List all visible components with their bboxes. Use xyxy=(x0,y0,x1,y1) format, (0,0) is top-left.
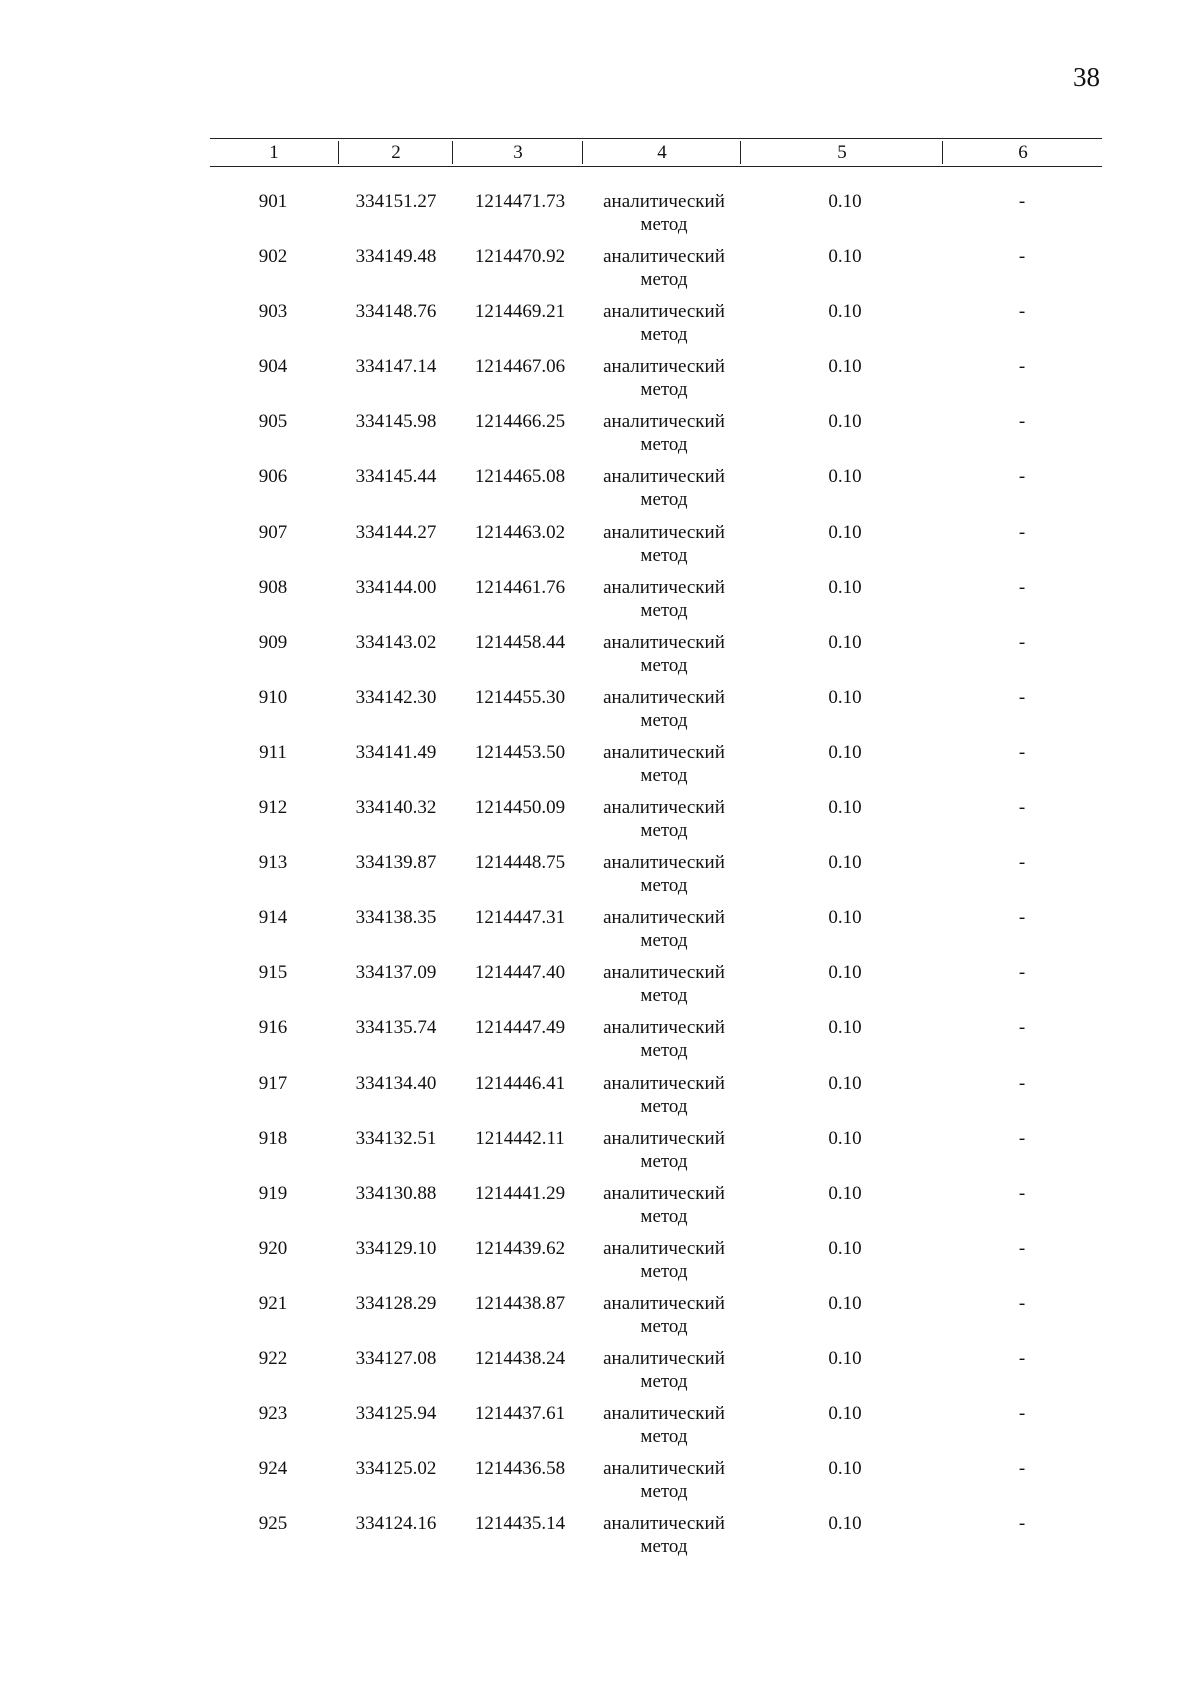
point-number: 901 xyxy=(258,191,288,212)
method-line-2: метод xyxy=(640,489,688,511)
table-row xyxy=(0,1512,1200,1567)
coord-y: 1214442.11 xyxy=(475,1127,565,1149)
method-line-1: аналитический xyxy=(603,686,725,708)
method-line-1: аналитический xyxy=(603,1292,725,1314)
header-col-2: 2 xyxy=(391,142,401,163)
method-cell xyxy=(588,1402,740,1448)
method-line-1: аналитический xyxy=(603,191,725,212)
method-line-2: метод xyxy=(640,1426,688,1448)
method-line-2: метод xyxy=(640,1536,688,1558)
coord-y: 1214447.31 xyxy=(474,907,566,929)
accuracy-value: 0.10 xyxy=(828,191,862,212)
accuracy-value: 0.10 xyxy=(828,356,862,378)
coord-x: 334125.94 xyxy=(355,1403,437,1425)
note-dash: - xyxy=(1018,852,1026,874)
point-number: 918 xyxy=(258,1127,288,1149)
method-line-1: аналитический xyxy=(603,1182,725,1204)
accuracy-value: 0.10 xyxy=(828,797,862,819)
method-line-1: аналитический xyxy=(603,1458,725,1480)
point-number: 906 xyxy=(258,466,288,488)
point-number: 925 xyxy=(258,1513,288,1535)
note-dash: - xyxy=(1018,1127,1026,1149)
coord-y: 1214448.75 xyxy=(474,852,566,874)
coord-y: 1214461.76 xyxy=(474,576,566,598)
coord-y: 1214441.29 xyxy=(474,1182,566,1204)
header-col-3: 3 xyxy=(513,142,523,163)
table-row xyxy=(0,190,1200,245)
method-cell xyxy=(588,631,740,677)
accuracy-value: 0.10 xyxy=(828,411,862,433)
accuracy-value: 0.10 xyxy=(828,1072,862,1094)
table-row xyxy=(0,631,1200,686)
coord-y: 1214465.08 xyxy=(474,466,566,488)
table-row xyxy=(0,355,1200,410)
coord-x: 334145.98 xyxy=(355,411,437,433)
note-dash: - xyxy=(1018,301,1026,323)
coord-x: 334139.87 xyxy=(355,852,437,874)
coord-x: 334143.02 xyxy=(355,631,437,653)
coord-x: 334128.29 xyxy=(355,1292,437,1314)
table-row xyxy=(0,1072,1200,1127)
table-header xyxy=(210,138,1102,167)
point-number: 907 xyxy=(258,521,288,543)
point-number: 923 xyxy=(258,1403,288,1425)
point-number: 922 xyxy=(258,1347,288,1369)
note-dash: - xyxy=(1018,686,1026,708)
method-cell xyxy=(588,521,740,567)
coord-x: 334130.88 xyxy=(355,1182,437,1204)
method-cell xyxy=(588,1457,740,1503)
method-line-1: аналитический xyxy=(603,411,725,433)
note-dash: - xyxy=(1018,411,1026,433)
method-line-1: аналитический xyxy=(603,1347,725,1369)
note-dash: - xyxy=(1018,1403,1026,1425)
table-row xyxy=(0,1237,1200,1292)
accuracy-value: 0.10 xyxy=(828,1237,862,1259)
method-line-1: аналитический xyxy=(603,1127,725,1149)
method-cell xyxy=(588,245,740,291)
method-cell xyxy=(588,906,740,952)
point-number: 916 xyxy=(258,1017,288,1039)
coord-y: 1214470.92 xyxy=(474,246,566,268)
table-row xyxy=(0,961,1200,1016)
method-cell xyxy=(588,190,740,236)
table-body xyxy=(0,190,1200,1567)
method-line-1: аналитический xyxy=(603,1237,725,1259)
table-row xyxy=(0,906,1200,961)
accuracy-value: 0.10 xyxy=(828,521,862,543)
accuracy-value: 0.10 xyxy=(828,1127,862,1149)
method-line-1: аналитический xyxy=(603,466,725,488)
method-line-2: метод xyxy=(640,709,688,731)
header-col-6: 6 xyxy=(1018,142,1028,163)
method-line-2: метод xyxy=(640,1315,688,1337)
point-number: 917 xyxy=(258,1072,288,1094)
point-number: 904 xyxy=(258,356,288,378)
method-line-2: метод xyxy=(640,930,688,952)
method-line-1: аналитический xyxy=(603,1072,725,1094)
note-dash: - xyxy=(1018,246,1026,268)
table-row xyxy=(0,851,1200,906)
accuracy-value: 0.10 xyxy=(828,1017,862,1039)
method-cell xyxy=(588,1072,740,1118)
note-dash: - xyxy=(1018,191,1026,212)
coord-x: 334137.09 xyxy=(355,962,437,984)
method-line-2: метод xyxy=(640,324,688,346)
method-line-2: метод xyxy=(640,434,688,456)
accuracy-value: 0.10 xyxy=(828,962,862,984)
header-col-5: 5 xyxy=(837,142,847,163)
method-line-1: аналитический xyxy=(603,246,725,268)
method-cell xyxy=(588,741,740,787)
method-line-2: метод xyxy=(640,269,688,291)
point-number: 919 xyxy=(258,1182,288,1204)
accuracy-value: 0.10 xyxy=(828,686,862,708)
method-line-1: аналитический xyxy=(603,741,725,763)
method-line-1: аналитический xyxy=(603,356,725,378)
method-line-1: аналитический xyxy=(603,521,725,543)
accuracy-value: 0.10 xyxy=(828,1182,862,1204)
point-number: 920 xyxy=(258,1237,288,1259)
table-row xyxy=(0,576,1200,631)
note-dash: - xyxy=(1018,631,1026,653)
accuracy-value: 0.10 xyxy=(828,246,862,268)
method-cell xyxy=(588,961,740,1007)
method-cell xyxy=(588,1347,740,1393)
point-number: 902 xyxy=(258,246,288,268)
point-number: 909 xyxy=(258,631,288,653)
coord-x: 334140.32 xyxy=(355,797,437,819)
coord-x: 334135.74 xyxy=(355,1017,437,1039)
method-line-2: метод xyxy=(640,654,688,676)
coord-x: 334144.00 xyxy=(355,576,437,598)
method-line-2: метод xyxy=(640,1260,688,1282)
method-line-1: аналитический xyxy=(603,1403,725,1425)
table-row xyxy=(0,1457,1200,1512)
method-line-1: аналитический xyxy=(603,576,725,598)
note-dash: - xyxy=(1018,356,1026,378)
method-cell xyxy=(588,576,740,622)
table-row xyxy=(0,1402,1200,1457)
table-row xyxy=(0,1016,1200,1071)
coord-y: 1214438.24 xyxy=(474,1347,566,1369)
accuracy-value: 0.10 xyxy=(828,1347,862,1369)
method-line-2: метод xyxy=(640,1481,688,1503)
method-cell xyxy=(588,1016,740,1062)
coord-x: 334149.48 xyxy=(355,246,437,268)
method-line-2: метод xyxy=(640,875,688,897)
header-col-4: 4 xyxy=(657,142,667,163)
accuracy-value: 0.10 xyxy=(828,1513,862,1535)
note-dash: - xyxy=(1018,1182,1026,1204)
note-dash: - xyxy=(1018,466,1026,488)
coord-x: 334124.16 xyxy=(355,1513,437,1535)
accuracy-value: 0.10 xyxy=(828,301,862,323)
table-row xyxy=(0,1347,1200,1402)
coord-y: 1214435.14 xyxy=(474,1513,566,1535)
coord-x: 334145.44 xyxy=(355,466,437,488)
note-dash: - xyxy=(1018,797,1026,819)
coord-y: 1214458.44 xyxy=(474,631,566,653)
accuracy-value: 0.10 xyxy=(828,576,862,598)
coord-x: 334132.51 xyxy=(355,1127,437,1149)
coord-x: 334127.08 xyxy=(355,1347,437,1369)
table-row xyxy=(0,686,1200,741)
coord-y: 1214447.40 xyxy=(474,962,566,984)
note-dash: - xyxy=(1018,741,1026,763)
note-dash: - xyxy=(1018,1513,1026,1535)
method-line-1: аналитический xyxy=(603,907,725,929)
method-cell xyxy=(588,1127,740,1173)
coord-y: 1214469.21 xyxy=(474,301,566,323)
coord-y: 1214463.02 xyxy=(474,521,566,543)
point-number: 915 xyxy=(258,962,288,984)
accuracy-value: 0.10 xyxy=(828,907,862,929)
table-row xyxy=(0,1127,1200,1182)
method-cell xyxy=(588,851,740,897)
point-number: 903 xyxy=(258,301,288,323)
method-line-2: метод xyxy=(640,599,688,621)
method-line-1: аналитический xyxy=(603,1513,725,1535)
coord-x: 334134.40 xyxy=(355,1072,437,1094)
coord-y: 1214446.41 xyxy=(474,1072,566,1094)
coord-x: 334142.30 xyxy=(355,686,437,708)
coord-y: 1214453.50 xyxy=(474,741,566,763)
coord-y: 1214437.61 xyxy=(474,1403,566,1425)
method-cell xyxy=(588,410,740,456)
note-dash: - xyxy=(1018,962,1026,984)
method-line-2: метод xyxy=(640,379,688,401)
method-line-2: метод xyxy=(640,214,688,235)
method-cell xyxy=(588,465,740,511)
method-line-1: аналитический xyxy=(603,962,725,984)
note-dash: - xyxy=(1018,1347,1026,1369)
method-cell xyxy=(588,1512,740,1558)
method-cell xyxy=(588,300,740,346)
table-row xyxy=(0,245,1200,300)
coord-y: 1214450.09 xyxy=(474,797,566,819)
table-row xyxy=(0,1292,1200,1347)
table-row xyxy=(0,1182,1200,1237)
table-row xyxy=(0,300,1200,355)
method-cell xyxy=(588,355,740,401)
coord-x: 334129.10 xyxy=(355,1237,437,1259)
coord-x: 334148.76 xyxy=(355,301,437,323)
coord-x: 334138.35 xyxy=(355,907,437,929)
coord-y: 1214471.73 xyxy=(474,191,566,212)
coord-y: 1214447.49 xyxy=(474,1017,566,1039)
table-row xyxy=(0,521,1200,576)
coord-y: 1214467.06 xyxy=(474,356,566,378)
method-line-1: аналитический xyxy=(603,797,725,819)
coord-x: 334141.49 xyxy=(355,741,437,763)
note-dash: - xyxy=(1018,576,1026,598)
point-number: 924 xyxy=(258,1458,288,1480)
method-line-2: метод xyxy=(640,1150,688,1172)
method-cell xyxy=(588,1182,740,1228)
method-line-2: метод xyxy=(640,985,688,1007)
coord-y: 1214436.58 xyxy=(474,1458,566,1480)
point-number: 908 xyxy=(258,576,288,598)
table-row xyxy=(0,796,1200,851)
accuracy-value: 0.10 xyxy=(828,1458,862,1480)
note-dash: - xyxy=(1018,1237,1026,1259)
note-dash: - xyxy=(1018,1458,1026,1480)
accuracy-value: 0.10 xyxy=(828,1292,862,1314)
coord-x: 334151.27 xyxy=(355,191,437,212)
point-number: 921 xyxy=(258,1292,288,1314)
accuracy-value: 0.10 xyxy=(828,631,862,653)
point-number: 910 xyxy=(258,686,288,708)
coord-x: 334125.02 xyxy=(355,1458,437,1480)
method-cell xyxy=(588,686,740,732)
coord-y: 1214439.62 xyxy=(474,1237,566,1259)
note-dash: - xyxy=(1018,1292,1026,1314)
method-line-2: метод xyxy=(640,544,688,566)
method-line-1: аналитический xyxy=(603,1017,725,1039)
accuracy-value: 0.10 xyxy=(828,1403,862,1425)
point-number: 914 xyxy=(258,907,288,929)
note-dash: - xyxy=(1018,521,1026,543)
coord-y: 1214455.30 xyxy=(474,686,566,708)
note-dash: - xyxy=(1018,907,1026,929)
accuracy-value: 0.10 xyxy=(828,852,862,874)
method-line-2: метод xyxy=(640,1370,688,1392)
note-dash: - xyxy=(1018,1017,1026,1039)
method-line-1: аналитический xyxy=(603,852,725,874)
table-row xyxy=(0,465,1200,520)
method-line-1: аналитический xyxy=(603,631,725,653)
method-cell xyxy=(588,796,740,842)
method-cell xyxy=(588,1237,740,1283)
point-number: 913 xyxy=(258,852,288,874)
coord-x: 334144.27 xyxy=(355,521,437,543)
point-number: 912 xyxy=(258,797,288,819)
point-number: 911 xyxy=(259,741,287,763)
table-row xyxy=(0,741,1200,796)
coord-y: 1214438.87 xyxy=(474,1292,566,1314)
method-line-2: метод xyxy=(640,820,688,842)
method-line-2: метод xyxy=(640,1205,688,1227)
accuracy-value: 0.10 xyxy=(828,466,862,488)
method-line-2: метод xyxy=(640,1095,688,1117)
accuracy-value: 0.10 xyxy=(828,741,862,763)
method-cell xyxy=(588,1292,740,1338)
header-col-1: 1 xyxy=(269,142,279,163)
point-number: 905 xyxy=(258,411,288,433)
coord-x: 334147.14 xyxy=(355,356,437,378)
method-line-2: метод xyxy=(640,1040,688,1062)
method-line-1: аналитический xyxy=(603,301,725,323)
table-row xyxy=(0,410,1200,465)
page-number: 38 xyxy=(1073,62,1100,92)
note-dash: - xyxy=(1018,1072,1026,1094)
coord-y: 1214466.25 xyxy=(474,411,566,433)
method-line-2: метод xyxy=(640,764,688,786)
